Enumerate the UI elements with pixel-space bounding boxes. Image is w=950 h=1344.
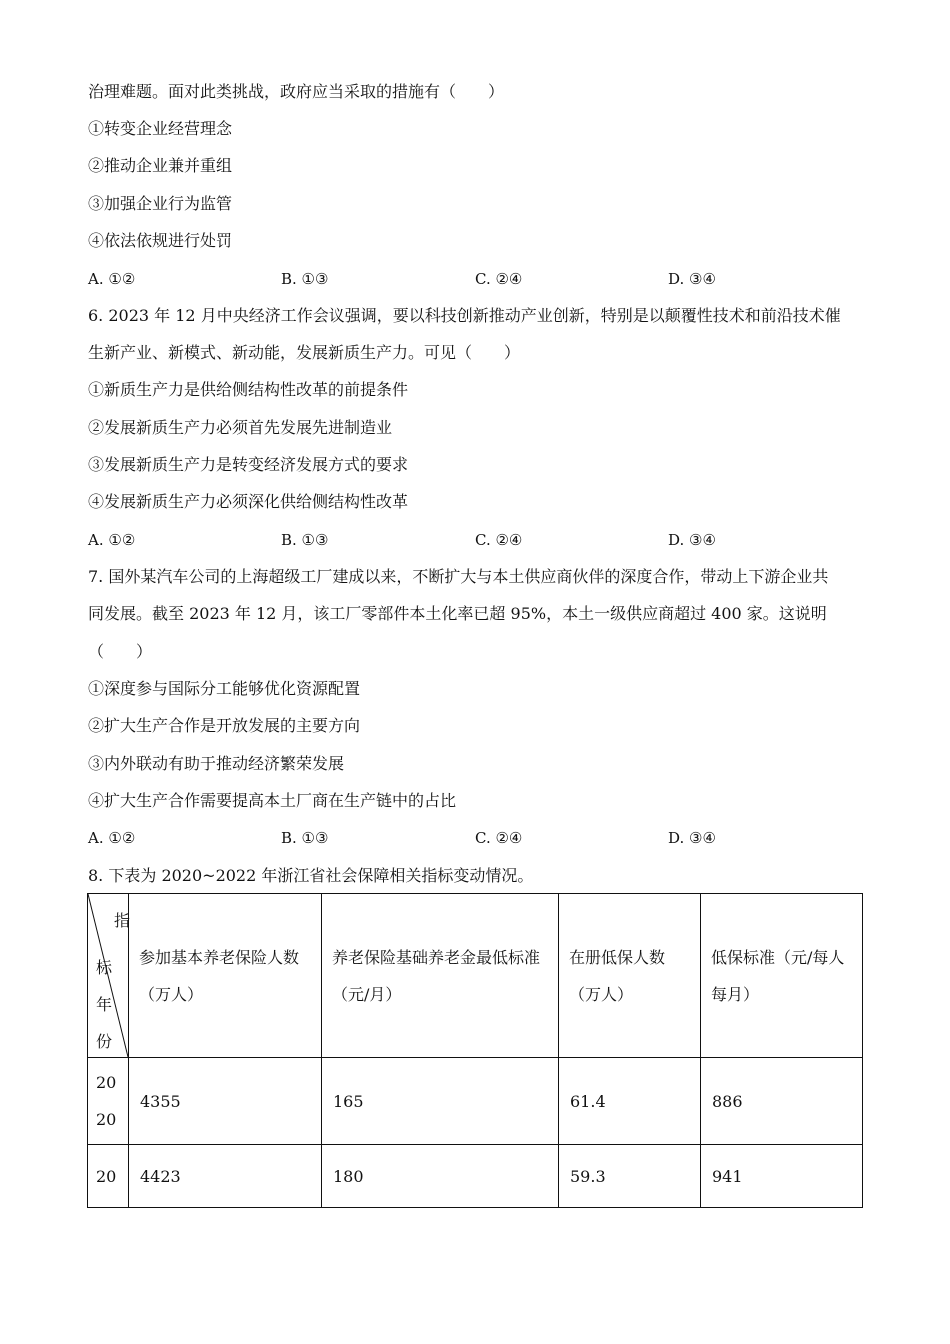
q6-option-c: C. ②④: [475, 531, 523, 549]
q7-item-4: ④扩大生产合作需要提高本土厂商在生产链中的占比: [88, 791, 457, 810]
social-security-table: [87, 893, 863, 1208]
table-cell: 59.3: [570, 1166, 606, 1186]
q6-option-a: A. ①②: [88, 531, 136, 549]
table-header-row: [88, 894, 863, 1058]
q5-stem: 治理难题。面对此类挑战，政府应当采取的措施有（ ）: [88, 82, 505, 101]
header-basic-pension-minimum: 养老保险基础养老金最低标准（元/月）: [332, 947, 541, 1004]
q5-item-3: ③加强企业行为监管: [88, 194, 233, 213]
table-cell: 180: [333, 1166, 364, 1186]
q7-options: [88, 828, 868, 848]
q5-option-c: C. ②④: [475, 270, 523, 288]
q5-item-4: ④依法依规进行处罚: [88, 231, 233, 250]
q6-item-4: ④发展新质生产力必须深化供给侧结构性改革: [88, 492, 409, 511]
table-cell: 4423: [140, 1166, 181, 1186]
q7-stem-line3: （ ）: [88, 642, 153, 661]
q6-item-2: ②发展新质生产力必须首先发展先进制造业: [88, 418, 393, 437]
corner-label-year: 标年份: [96, 958, 113, 1051]
q7-option-c: C. ②④: [475, 829, 523, 847]
table-cell: 4355: [140, 1091, 181, 1111]
header-pension-enrollees: 参加基本养老保险人数（万人）: [139, 947, 300, 1004]
table-cell: 165: [333, 1091, 364, 1111]
q6-item-3: ③发展新质生产力是转变经济发展方式的要求: [88, 455, 409, 474]
q6-option-d: D. ③④: [668, 531, 716, 549]
table-row: [88, 1145, 863, 1208]
q6-options: [88, 530, 868, 550]
row-year: 2020: [96, 1073, 117, 1129]
q5-option-a: A. ①②: [88, 270, 136, 288]
table-cell: 886: [712, 1091, 743, 1111]
q7-item-1: ①深度参与国际分工能够优化资源配置: [88, 679, 361, 698]
corner-cell: [88, 894, 129, 1058]
q7-option-a: A. ①②: [88, 829, 136, 847]
q6-stem-line2: 生新产业、新模式、新动能，发展新质生产力。可见（ ）: [88, 343, 521, 362]
q6-option-b: B. ①③: [281, 531, 329, 549]
q5-option-b: B. ①③: [281, 270, 329, 288]
q7-item-3: ③内外联动有助于推动经济繁荣发展: [88, 754, 345, 773]
corner-label-indicator: 指: [114, 911, 131, 930]
q7-option-d: D. ③④: [668, 829, 716, 847]
q7-stem-line1: 7. 国外某汽车公司的上海超级工厂建成以来，不断扩大与本土供应商伙伴的深度合作，带动上下游企业共: [88, 567, 829, 586]
q8-stem: 8. 下表为 2020~2022 年浙江省社会保障相关指标变动情况。: [88, 866, 534, 885]
q5-option-d: D. ③④: [668, 270, 716, 288]
header-dibao-standard: 低保标准（元/每人每月）: [711, 947, 845, 1004]
q7-stem-line2: 同发展。截至 2023 年 12 月，该工厂零部件本土化率已超 95%，本土一级供应商超过 400 家。这说明: [88, 604, 827, 623]
q6-stem-line1: 6. 2023 年 12 月中央经济工作会议强调，要以科技创新推动产业创新，特别是以颠覆性技术和前沿技术催: [88, 306, 841, 325]
q6-item-1: ①新质生产力是供给侧结构性改革的前提条件: [88, 380, 409, 399]
q7-item-2: ②扩大生产合作是开放发展的主要方向: [88, 716, 361, 735]
q5-item-2: ②推动企业兼并重组: [88, 156, 233, 175]
header-registered-dibao: 在册低保人数（万人）: [569, 947, 666, 1004]
row-year: 20: [96, 1166, 117, 1186]
q5-options: [88, 269, 868, 289]
q5-item-1: ①转变企业经营理念: [88, 119, 233, 138]
q7-option-b: B. ①③: [281, 829, 329, 847]
table-row: [88, 1058, 863, 1145]
table-cell: 941: [712, 1166, 743, 1186]
table-cell: 61.4: [570, 1091, 606, 1111]
